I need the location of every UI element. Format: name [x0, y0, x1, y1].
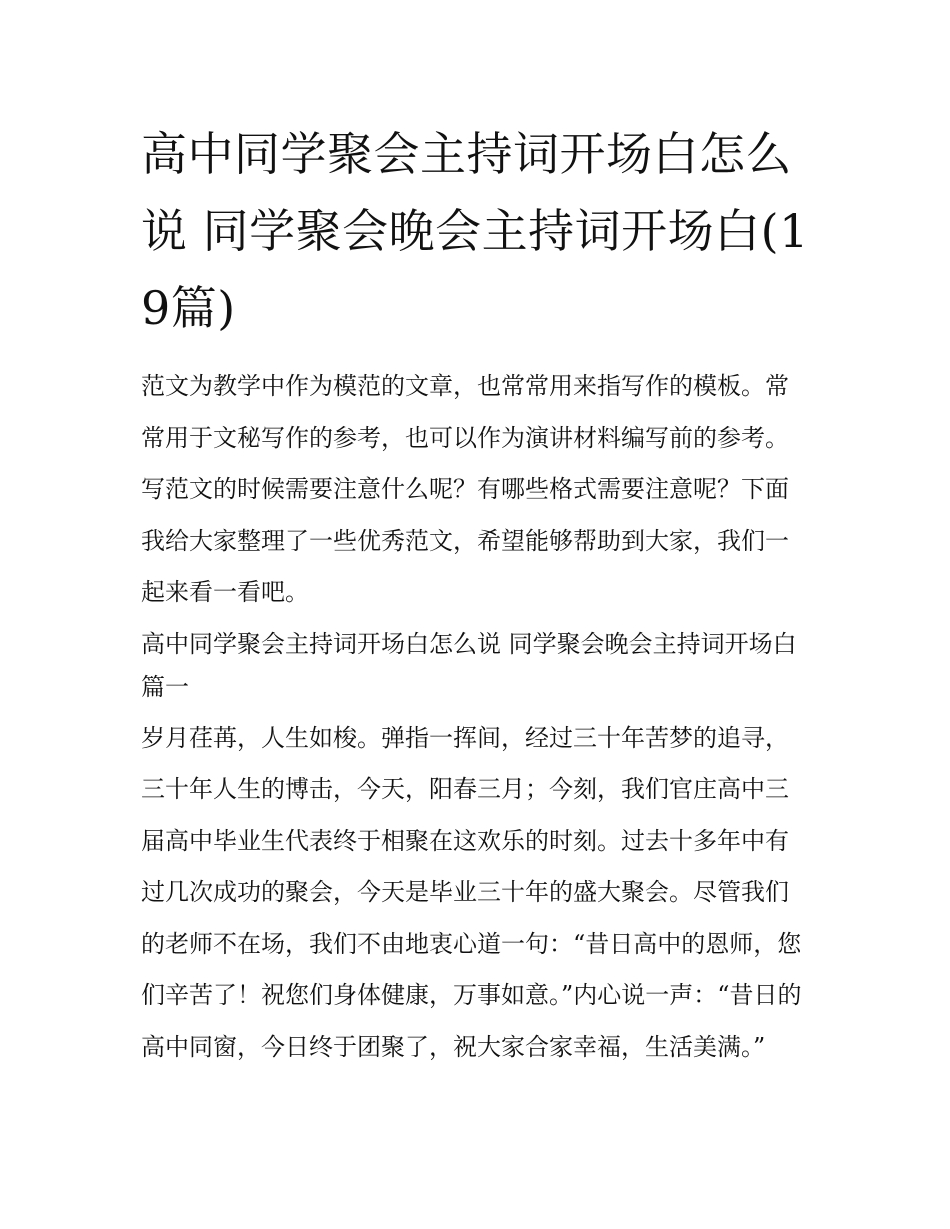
intro-paragraph: 范文为教学中作为模范的文章，也常常用来指写作的模板。常常用于文秘写作的参考，也可以作为演讲材料编写前的参考。写范文的时候需要注意什么呢？有哪些格式需要注意呢？下面我给大家整理了一些优秀范文，希望能够帮助到大家，我们一起来看一看吧。	[141, 372, 789, 606]
section-heading: 高中同学聚会主持词开场白怎么说 同学聚会晚会主持词开场白篇一	[141, 629, 797, 701]
document-title: 高中同学聚会主持词开场白怎么说 同学聚会晚会主持词开场白(19篇)	[141, 127, 809, 335]
body-paragraph: 岁月荏苒，人生如梭。弹指一挥间，经过三十年苦梦的追寻，三十年人生的博击，今天，阳春三月；今刻，我们官庄高中三届高中毕业生代表终于相聚在这欢乐的时刻。过去十多年中有过几次成功的聚会，今天是毕业三十年的盛大聚会。尽管我们的老师不在场，我们不由地衷心道一句：“昔日高中的恩师，您们辛苦了！祝您们身体健康，万事如意。”内心说一声：“昔日的高中同窗，今日终于团聚了，祝大家合家幸福，生活美满。”	[141, 723, 802, 1061]
document-content	[141, 116, 811, 1073]
